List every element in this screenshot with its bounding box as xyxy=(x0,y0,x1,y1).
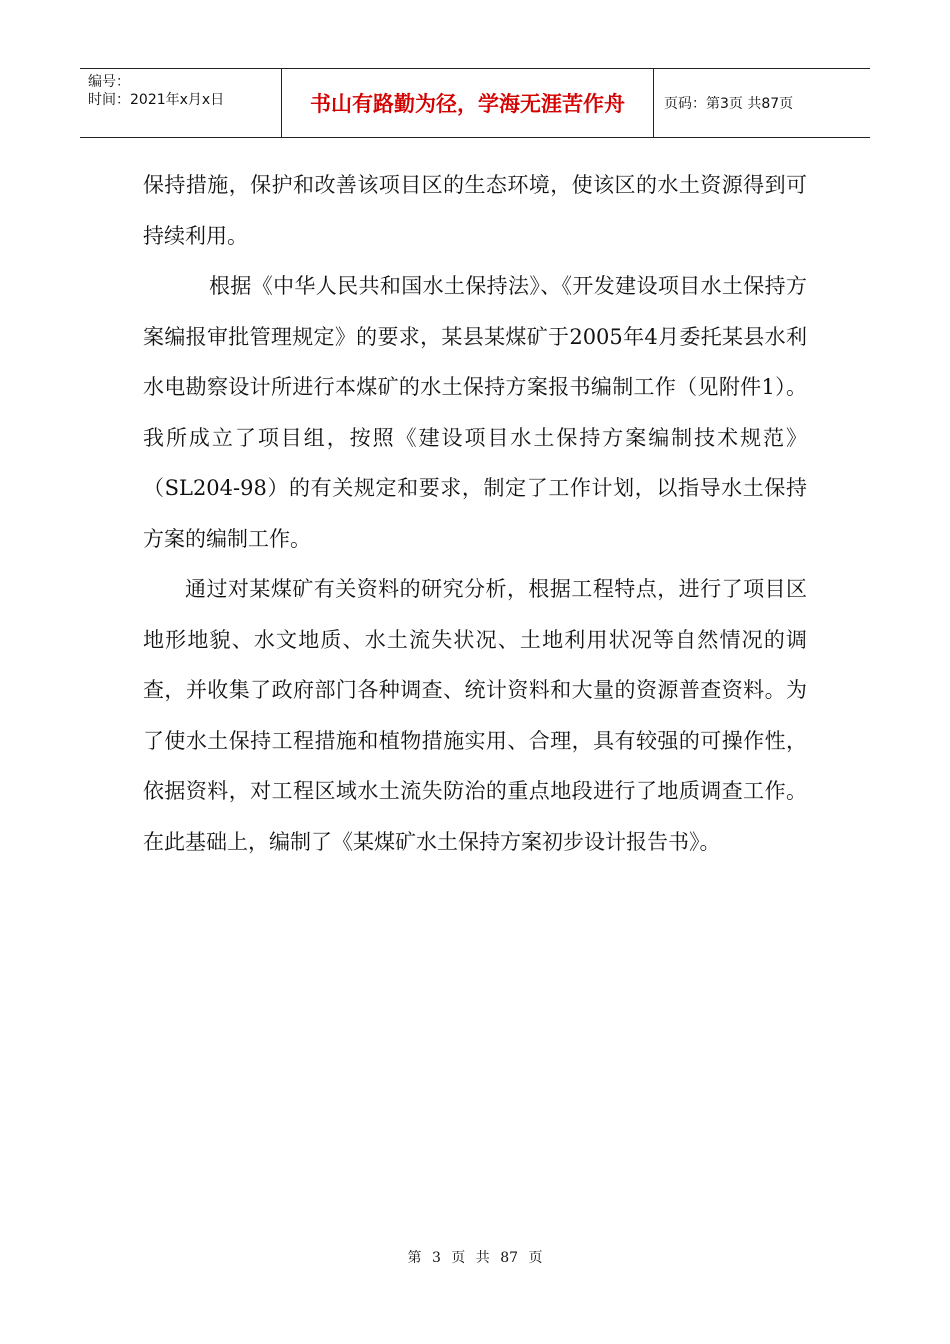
paragraph-1: 保持措施，保护和改善该项目区的生态环境，使该区的水土资源得到可持续利用。 xyxy=(143,173,807,248)
header-motto: 书山有路勤为径，学海无涯苦作舟 xyxy=(282,69,654,137)
document-time-label: 时间：2021年x月x日 xyxy=(88,92,225,108)
page-footer: 第 3 页 共 87 页 xyxy=(407,1250,543,1266)
header-page-info: 页码：第3页 共87页 xyxy=(664,96,794,112)
header-meta-cell xyxy=(80,69,282,137)
document-body xyxy=(143,160,807,867)
document-number-label: 编号： xyxy=(88,74,130,90)
page-header xyxy=(80,68,870,138)
paragraph-3: 通过对某煤矿有关资料的研究分析，根据工程特点，进行了项目区地形地貌、水文地质、水土流失状况、土地利用状况等自然情况的调查，并收集了政府部门各种调查、统计资料和大量的资源普查资料。为了使水土保持工程措施和植物措施实用、合理，具有较强的可操作性，依据资料，对工程区域水土流失防治的重点地段进行了地质调查工作。在此基础上，编制了《某煤矿水土保持方案初步设计报告书》。 xyxy=(143,577,807,854)
paragraph-2: 根据《中华人民共和国水土保持法》、《开发建设项目水土保持方案编报审批管理规定》的要求，某县某煤矿于2005年4月委托某县水利水电勘察设计所进行本煤矿的水土保持方案报书编制工作（见附件1）。我所成立了项目组，按照《建设项目水土保持方案编制技术规范》（SL204-98）的有关规定和要求，制定了工作计划，以指导水土保持方案的编制工作。 xyxy=(143,274,807,551)
